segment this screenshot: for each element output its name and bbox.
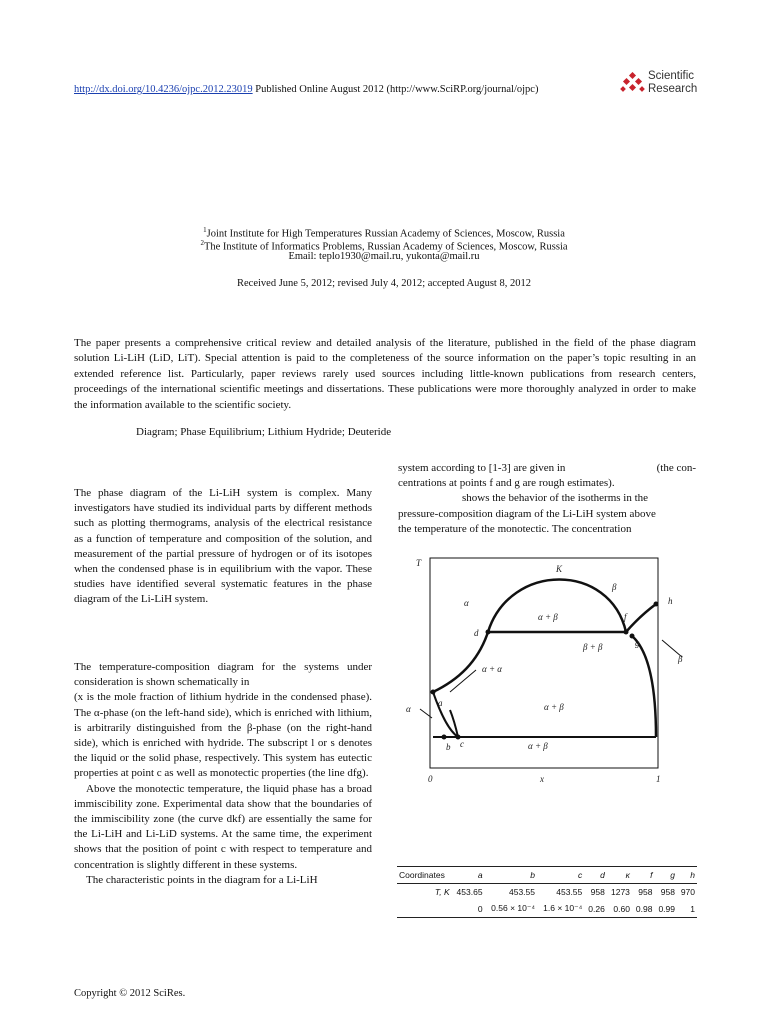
label-beta-l: β <box>612 582 617 592</box>
journal-header <box>74 84 538 95</box>
point-f <box>624 630 629 635</box>
intro-p4: The characteristic points in the diagram for a Li-LiH <box>86 873 318 886</box>
logo-mark-icon <box>620 72 646 98</box>
label-alpha-alpha: α + α <box>482 664 503 674</box>
table-header-cell: d <box>584 867 607 884</box>
right-line-5: the temperature of the monotectic. The concentration <box>398 522 632 535</box>
table-cell: 453.65 <box>456 887 483 897</box>
doi-link[interactable]: http://dx.doi.org/10.4236/ojpc.2012.23019 <box>74 84 253 95</box>
table-header-cell: f <box>632 867 655 884</box>
label-b: b <box>446 742 451 752</box>
intro-p2-line1: The temperature-composition diagram for the systems under consideration is shown schematically in <box>74 661 372 689</box>
right-line-3: shows the behavior of the isotherms in the <box>462 492 649 505</box>
table-header-cell: b <box>485 867 537 884</box>
point-b <box>442 735 447 740</box>
publisher-logo <box>620 70 710 100</box>
table-cell: 1.6 × 10⁻⁴ <box>537 900 584 918</box>
left-boundary-curve <box>433 692 458 737</box>
label-x: x <box>540 774 544 784</box>
phase-diagram-svg <box>400 552 700 787</box>
table-header-row <box>397 867 697 884</box>
point-h <box>654 602 659 607</box>
table-row <box>397 884 697 901</box>
right-liquidus-curve <box>626 604 656 632</box>
received-dates: Received June 5, 2012; revised July 4, 2012; accepted August 8, 2012 <box>237 278 531 289</box>
label-alpha-beta-low: α + β <box>528 741 548 751</box>
logo-line-1: Scientific <box>648 70 695 82</box>
table-header-cell: g <box>654 867 677 884</box>
point-a <box>431 690 436 695</box>
table-cell: 453.55 <box>556 887 583 897</box>
author-emails: Email: teplo1930@mail.ru, yukonta@mail.ru <box>288 251 480 262</box>
table-cell: 453.55 <box>509 887 535 897</box>
upper-dome-curve <box>488 580 626 633</box>
label-alpha-beta-mid: α + β <box>544 702 564 712</box>
right-line-1b: (the con- <box>656 462 696 474</box>
table-header-cell: h <box>677 867 697 884</box>
intro-paragraph-2 <box>74 660 372 888</box>
label-beta-s: β <box>678 654 683 664</box>
table-header-cell: Coordinates <box>397 867 452 884</box>
affiliation-1-marker: 1 <box>203 226 207 234</box>
intro-paragraph-1 <box>74 486 372 608</box>
label-f: f <box>624 612 627 622</box>
label-c: c <box>460 739 464 749</box>
label-h: h <box>668 596 673 606</box>
table-cell: 0.26 <box>584 900 607 918</box>
table-header-cell: a <box>452 867 485 884</box>
label-x1: 1 <box>656 774 661 784</box>
intro-p1: The phase diagram of the Li-LiH system is complex. Many investigators have studied its individual parts by different methods such as plotting thermograms, analysis of the electrical resistance as a function of temperature and composition of the solution, and measurement of the partial pressure of hydrogen or of its isotopes when the condensed phase is in equilibrium with the vapor. These studies have identified several systematic features in the phase diagram of the Li-LiH system. <box>74 487 372 606</box>
label-a: a <box>438 698 443 708</box>
table-cell: 0.56 × 10⁻⁴ <box>485 900 537 918</box>
table-cell: 0.98 <box>632 900 655 918</box>
table-cell: 958 <box>638 887 653 897</box>
label-T: T <box>416 558 422 568</box>
label-x0: 0 <box>428 774 433 784</box>
table-cell <box>397 900 452 918</box>
table-cell: 0.99 <box>654 900 677 918</box>
table-header-cell: c <box>537 867 584 884</box>
table-row <box>397 900 697 918</box>
phase-diagram-figure <box>400 552 700 787</box>
label-alpha-beta-upper: α + β <box>538 612 558 622</box>
logo-line-2: Research <box>648 82 698 95</box>
table-cell: 0.60 <box>607 900 632 918</box>
logo-text <box>648 70 697 95</box>
affiliation-2-text: The Institute of Informatics Problems, Russian Academy of Sciences, Moscow, Russia <box>203 241 568 253</box>
right-column-text <box>398 461 696 537</box>
keywords: Diagram; Phase Equilibrium; Lithium Hydride; Deuteride <box>136 426 392 438</box>
table-cell: 958 <box>660 887 675 897</box>
label-d: d <box>474 628 479 638</box>
label-alpha-l: α <box>464 598 469 608</box>
abstract-text: The paper presents a comprehensive critical review and detailed analysis of the literature, published in the field of the phase diagram solution Li-LiH (LiD, LiT). Special attention is paid to the completeness of the source information on the paper’s topic resulting in an extended reference list. Particularly, paper reviews rarely used sources including little-known publications from research centers, proceedings of the international scientific meetings and dissertations. These publications were more thoroughly analyzed in order to make the information available to the scientific society. <box>74 337 696 411</box>
table-cell: 1 <box>677 900 697 918</box>
affiliation-2-marker: 2 <box>200 239 204 247</box>
point-d <box>486 630 491 635</box>
label-alpha-s: α <box>406 704 411 714</box>
label-beta-beta: β + β <box>583 642 603 652</box>
right-line-2: centrations at points f and g are rough estimates). <box>398 477 615 490</box>
right-line-1a: system according to [1-3] are given in <box>398 462 566 474</box>
published-info: Published Online August 2012 (http://www.SciRP.org/journal/ojpc) <box>252 84 539 95</box>
table-cell: 0 <box>452 900 485 918</box>
affiliation-1-text: Joint Institute for High Temperatures Russian Academy of Sciences, Moscow, Russia <box>206 228 565 240</box>
table-cell: 1273 <box>611 887 630 897</box>
table-header-cell: κ <box>607 867 632 884</box>
beta-solid-curve <box>632 636 656 737</box>
table-cell: T, K <box>434 887 450 897</box>
intro-p2-rest: (x is the mole fraction of lithium hydride in the condensed phase). The α-phase (on the left-hand side), which is enriched with lithium, is arbitrarily distinguished from the β-phase (on the right-hand side), which is enriched with hydride. The subscript l or s denotes the liquid or the solid phase, respectively. This system has eutectic properties at point c as well as monotectic properties (the line dfg). <box>74 691 372 780</box>
label-K: K <box>556 564 563 574</box>
intro-p3: Above the monotectic temperature, the liquid phase has a broad immiscibility zone. Experimental data show that the boundaries of the immiscibility zone (the curve dkf) are essentially the same for the Li-LiH and Li-LiD systems. At the same time, the experiment shows that the position of point c with respect to temperature and concentration is slightly different in these systems. <box>74 782 372 871</box>
copyright: Copyright © 2012 SciRes. <box>74 988 186 999</box>
table-cell: 958 <box>590 887 605 897</box>
right-line-1 <box>398 461 696 476</box>
table-cell: 970 <box>680 887 695 897</box>
right-line-4: pressure-composition diagram of the Li-LiH system above <box>398 507 656 520</box>
point-g <box>630 634 635 639</box>
coordinates-table <box>397 866 697 918</box>
label-g: g <box>635 638 640 648</box>
